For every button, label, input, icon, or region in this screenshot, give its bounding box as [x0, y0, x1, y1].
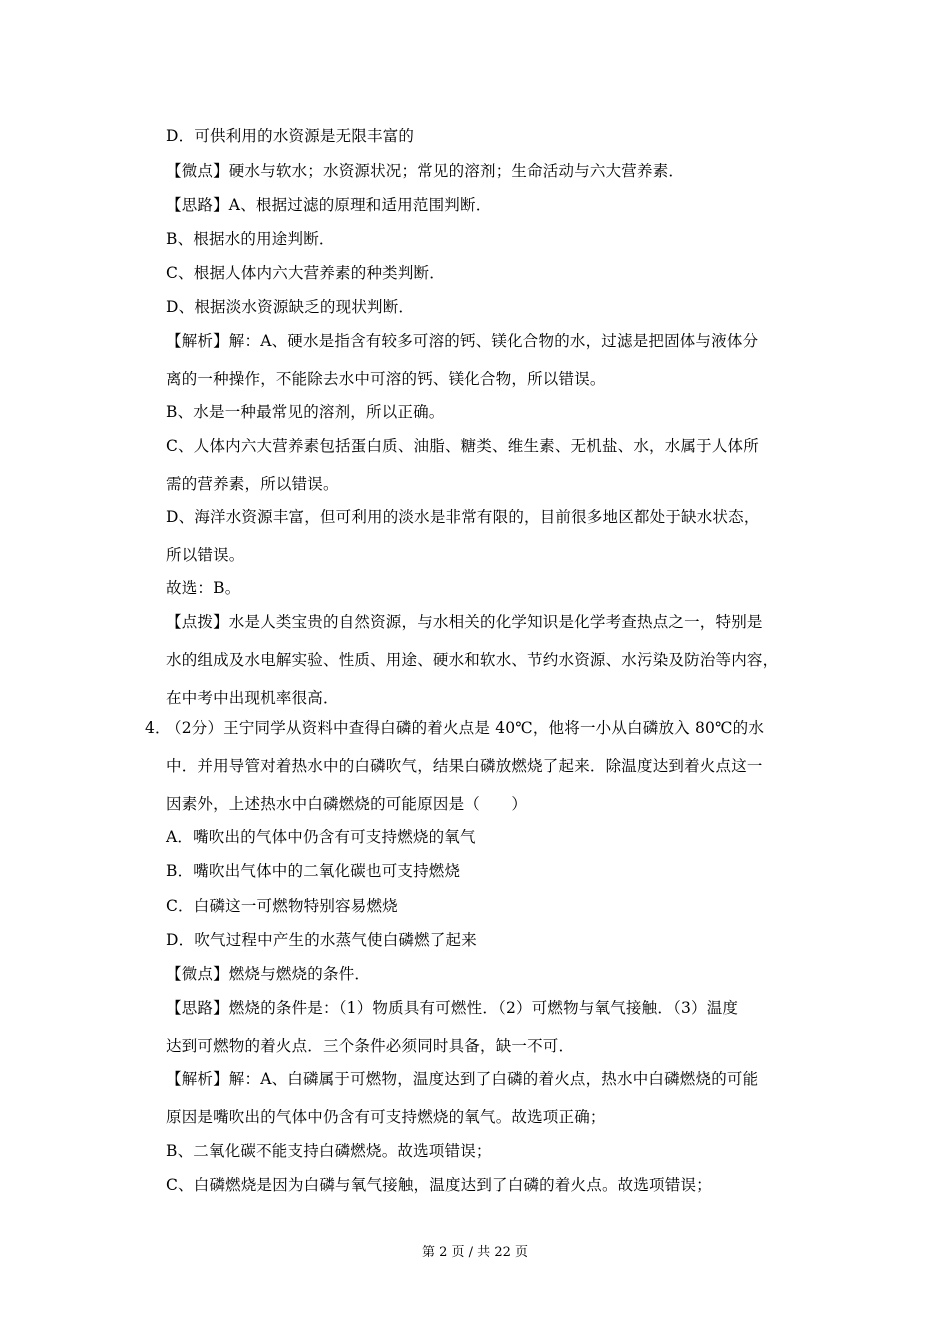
- micro-point-q3: 【微点】硬水与软水；水资源状况；常见的溶剂；生命活动与六大营养素．: [166, 162, 685, 180]
- analysis-d-q3: D、海洋水资源丰富，但可利用的淡水是非常有限的，目前很多地区都处于缺水状态，: [166, 508, 760, 526]
- option-d-q4: D．吹气过程中产生的水蒸气使白磷燃了起来: [166, 931, 477, 949]
- thinking-q4: 【思路】燃烧的条件是：（1）物质具有可燃性．（2）可燃物与氧气接触．（3）温度: [166, 999, 739, 1017]
- tip-q3-cont: 水的组成及水电解实验、性质、用途、硬水和软水、节约水资源、水污染及防治等内容，: [166, 651, 779, 669]
- analysis-q4: 【解析】解：A、白磷属于可燃物，温度达到了白磷的着火点，热水中白磷燃烧的可能: [166, 1070, 759, 1088]
- page-footer: 第 2 页 / 共 22 页: [422, 1245, 528, 1260]
- thinking-c-q3: C、根据人体内六大营养素的种类判断．: [166, 264, 445, 282]
- analysis-b-q4: B、二氧化碳不能支持白磷燃烧。故选项错误；: [166, 1142, 492, 1160]
- analysis-d-q3-cont: 所以错误。: [166, 546, 245, 564]
- question-number: 4．: [145, 719, 171, 737]
- analysis-b-q3: B、水是一种最常见的溶剂，所以正确。: [166, 403, 445, 421]
- micro-point-q4: 【微点】燃烧与燃烧的条件．: [166, 965, 371, 983]
- thinking-q4-cont: 达到可燃物的着火点．三个条件必须同时具备，缺一不可．: [166, 1037, 575, 1055]
- option-b-q4: B．嘴吹出气体中的二氧化碳也可支持燃烧: [166, 862, 461, 880]
- question-4-stem-end: 因素外，上述热水中白磷燃烧的可能原因是（ ）: [166, 795, 528, 813]
- option-d-q3: D．可供利用的水资源是无限丰富的: [166, 127, 415, 145]
- answer-q3: 故选：B。: [166, 579, 241, 597]
- question-4-stem: （2分）王宁同学从资料中查得白磷的着火点是 40℃，他将一小从白磷放入 80℃的水: [166, 719, 765, 737]
- analysis-q4-cont: 原因是嘴吹出的气体中仍含有可支持燃烧的氧气。故选项正确；: [166, 1108, 606, 1126]
- analysis-q3-cont: 离的一种操作，不能除去水中可溶的钙、镁化合物，所以错误。: [166, 370, 606, 388]
- option-c-q4: C．白磷这一可燃物特别容易燃烧: [166, 897, 398, 915]
- analysis-c-q4: C、白磷燃烧是因为白磷与氧气接触，温度达到了白磷的着火点。故选项错误；: [166, 1176, 712, 1194]
- question-4-stem-cont: 中．并用导管对着热水中的白磷吹气，结果白磷放燃烧了起来．除温度达到着火点这一: [166, 757, 763, 775]
- thinking-d-q3: D、根据淡水资源缺乏的现状判断．: [166, 298, 415, 316]
- option-a-q4: A．嘴吹出的气体中仍含有可支持燃烧的氧气: [166, 828, 476, 846]
- thinking-q3: 【思路】A、根据过滤的原理和适用范围判断．: [166, 196, 492, 214]
- tip-q3-end: 在中考中出现机率很高．: [166, 689, 339, 707]
- analysis-q3: 【解析】解：A、硬水是指含有较多可溶的钙、镁化合物的水，过滤是把固体与液体分: [166, 332, 759, 350]
- thinking-b-q3: B、根据水的用途判断．: [166, 230, 335, 248]
- analysis-c-q3: C、人体内六大营养素包括蛋白质、油脂、糖类、维生素、无机盐、水，水属于人体所: [166, 437, 759, 455]
- tip-q3: 【点拨】水是人类宝贵的自然资源，与水相关的化学知识是化学考查热点之一，特别是: [166, 613, 763, 631]
- analysis-c-q3-cont: 需的营养素，所以错误。: [166, 475, 339, 493]
